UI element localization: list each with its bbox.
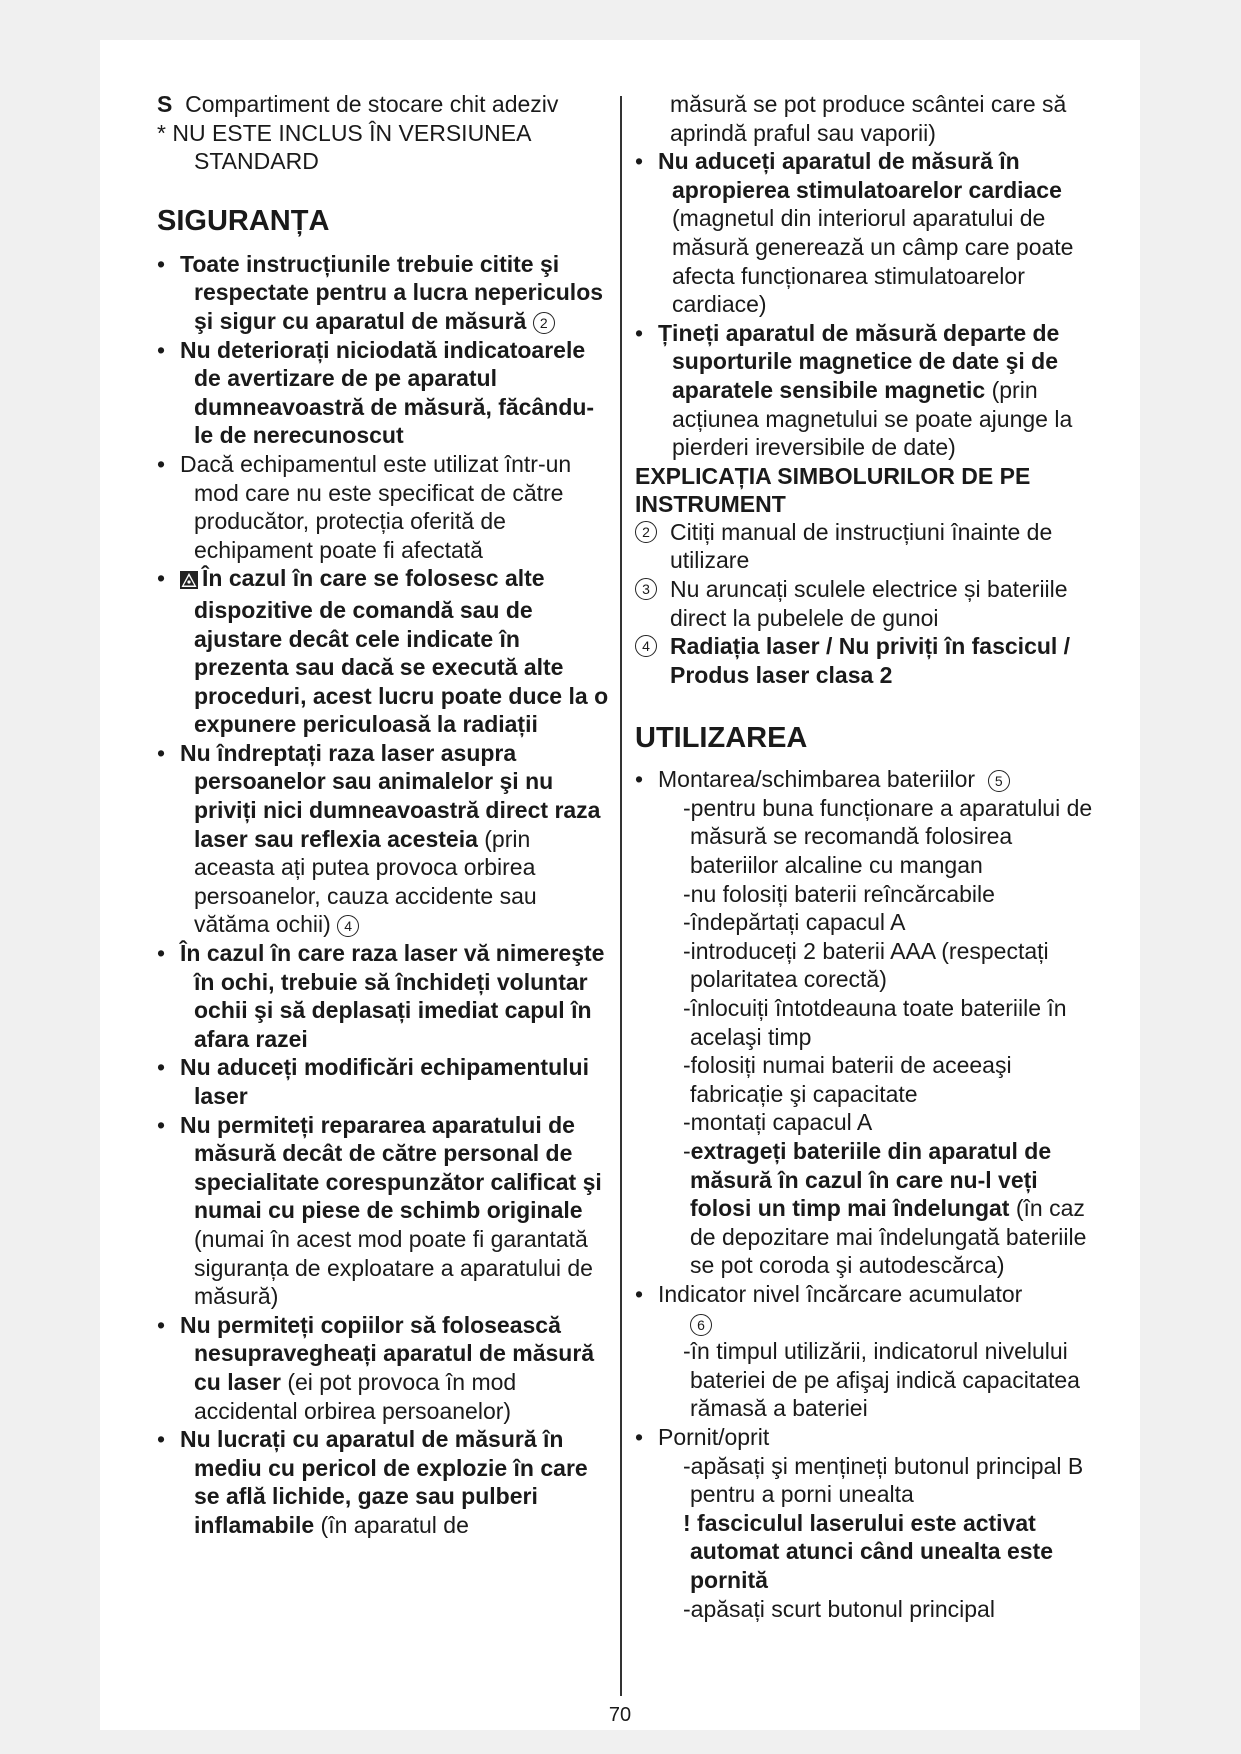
ref-circle-icon: 2: [533, 312, 555, 334]
ref-circle-icon: 3: [635, 578, 657, 600]
safety-item: • Toate instrucțiunile trebuie citite şi respectate pentru a lucra nepericulos şi sigur cu aparatul de măsură 2: [157, 250, 604, 334]
battery-step: -înlocuiți întotdeauna toate bateriile în acelaşi timp: [683, 995, 1067, 1050]
column-divider: [620, 96, 622, 1696]
battery-step: -introduceți 2 baterii AAA (respectați polaritatea corectă): [683, 937, 1049, 993]
left-column: [157, 90, 612, 1540]
battery-step: -pentru buna funcționare a aparatului de măsură se recomandă folosirea bateriilor alcaline cu mangan: [683, 794, 1093, 879]
usage-heading: UTILIZAREA: [635, 722, 808, 755]
manual-page: [100, 40, 1140, 1730]
battery-title: • Montarea/schimbarea bateriilor 5: [635, 765, 1095, 794]
continuation-text: măsură se pot produce scântei care să aprindă praful sau vaporii): [670, 91, 1067, 146]
battery-step: -folosiți numai baterii de aceeaşi fabricație şi capacitate: [683, 1052, 1012, 1107]
charge-step: -în timpul utilizării, indicatorul nivelului bateriei de pe afişaj indică capacitatea rămasă a bateriei: [683, 1338, 1080, 1422]
safety-item: • Nu aduceți modificări echipamentului laser: [157, 1054, 589, 1109]
ref-circle-icon: 4: [635, 635, 657, 657]
symbol-item: 2 Citiți manual de instrucțiuni înainte de utilizare: [635, 518, 1095, 575]
safety-heading: SIGURANȚA: [157, 204, 330, 237]
symbols-heading: EXPLICAȚIA SIMBOLURILOR DE PE INSTRUMENT: [635, 462, 1031, 517]
safety-item: • Nu permiteți copiilor să folosească nesupravegheați aparatul de măsură cu laser (ei pot provoca în mod accidental orbirea persoanelor): [157, 1311, 595, 1424]
safety-item: • Nu aduceți aparatul de măsură în apropierea stimulatoarelor cardiace (magnetul din interiorul aparatului de măsură generează un câmp care poate afecta funcționarea stimulatoarelor cardiace): [635, 148, 1074, 318]
safety-item: • Dacă echipamentul este utilizat într-un mod care nu este specificat de către producător, protecția oferită de echipament poate fi afectată: [157, 450, 572, 563]
safety-item: • În cazul în care raza laser vă nimereşte în ochi, trebuie să închideți voluntar ochii şi să deplasați imediat capul în afara razei: [157, 940, 605, 1052]
charge-title: • Indicator nivel încărcare acumulator 6: [635, 1280, 1095, 1337]
power-warning: ! fasciculul laserului este activat automat atunci când unealta este pornită: [683, 1509, 1053, 1593]
symbol-item: 3 Nu aruncați sculele electrice și bateriile direct la pubelele de gunoi: [635, 575, 1095, 632]
power-step: -apăsați şi mențineți butonul principal B pentru a porni unealta: [683, 1452, 1084, 1508]
safety-item: • Țineți aparatul de măsură departe de suporturile magnetice de date şi de aparatele sensibile magnetic (prin acțiunea magnetului se poate ajunge la pierderi ireversibile de date): [635, 319, 1073, 461]
ref-circle-icon: 5: [988, 770, 1010, 792]
not-included-note: * NU ESTE INCLUS ÎN VERSIUNEA STANDARD: [157, 119, 531, 175]
page-number: 70: [608, 1704, 632, 1726]
right-column: [635, 90, 1095, 1623]
safety-item: • Nu deteriorați niciodată indicatoarele de avertizare de pe aparatul dumneavoastră de măsură, făcându-le de nerecunoscut: [157, 336, 595, 449]
safety-item: • Nu lucrați cu aparatul de măsură în mediu cu pericol de explozie în care se află lichide, gaze sau pulberi inflamabile (în aparatul de: [157, 1426, 588, 1538]
symbol-item: 4 Radiația laser / Nu priviți în fascicul / Produs laser clasa 2: [635, 632, 1095, 689]
battery-step: -montați capacul A: [683, 1109, 873, 1136]
safety-item: • Nu îndreptați raza laser asupra persoanelor sau animalelor şi nu priviți nici dumneavoastră direct raza laser sau reflexia acesteia (prin aceasta ați putea provoca orbirea persoanelor, cauza accidente sau vătăma ochii) 4: [157, 739, 601, 938]
power-title: • Pornit/oprit: [635, 1423, 770, 1450]
safety-item: • În cazul în care se folosesc alte dispozitive de comandă sau de ajustare decât cele indicate în prezenta sau dacă se execută alte proceduri, acest lucru poate duce la o expunere periculoasă la radiații: [157, 565, 609, 738]
laser-warning-icon: [180, 567, 198, 596]
battery-step: -nu folosiți baterii reîncărcabile: [683, 880, 995, 907]
power-step: -apăsați scurt butonul principal: [683, 1595, 995, 1622]
safety-item: • Nu permiteți repararea aparatului de măsură decât de către personal de specialitate corespunzător calificat şi numai cu piese de schimb originale (numai în acest mod poate fi garantată siguranța de exploatare a aparatului de măsură): [157, 1111, 602, 1310]
ref-circle-icon: 6: [690, 1314, 712, 1336]
battery-step: -extrageți bateriile din aparatul de măsură în cazul în care nu-l veți folosi un timp mai îndelungat (în caz de depozitare mai îndelungată bateriile se pot coroda şi autodescărca): [683, 1138, 1087, 1279]
ref-circle-icon: 2: [635, 521, 657, 543]
parts-list-s: S Compartiment de stocare chit adeziv: [157, 91, 559, 117]
ref-circle-icon: 4: [337, 915, 359, 937]
battery-step: -îndepărtați capacul A: [683, 909, 906, 936]
safety-list: [157, 250, 612, 1540]
